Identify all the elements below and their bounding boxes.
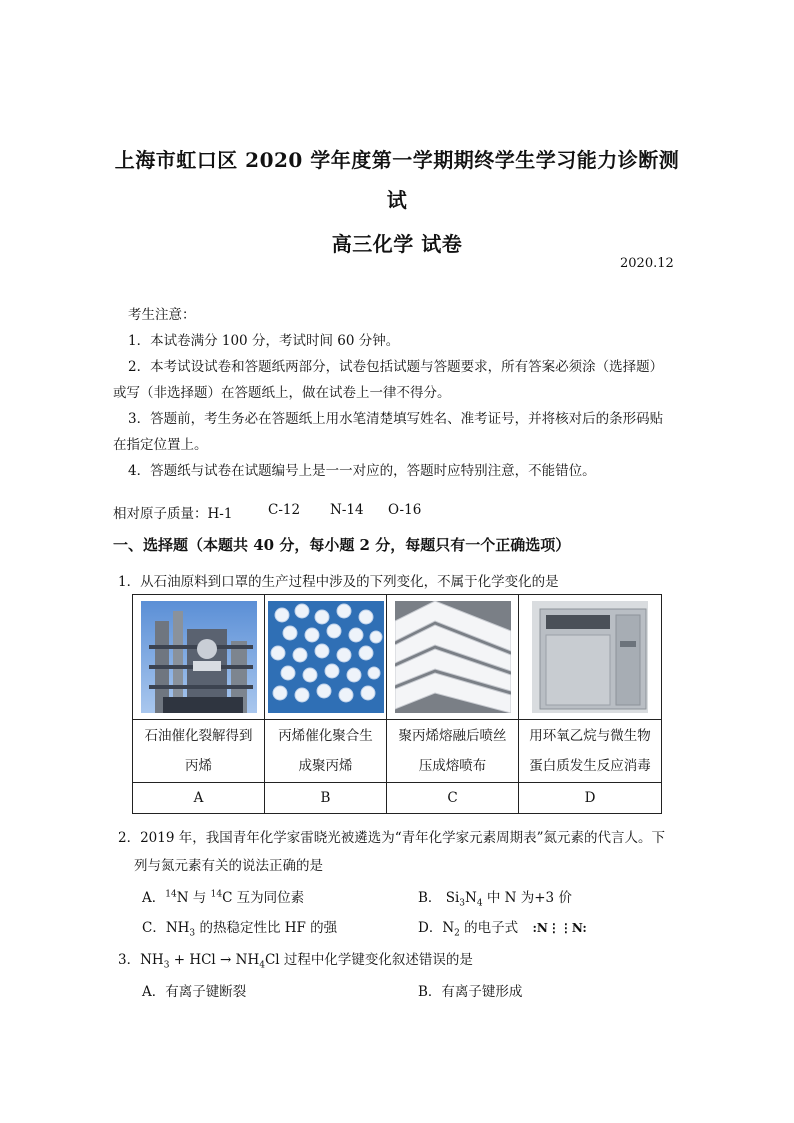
atomic-mass-c: C-12	[268, 502, 301, 518]
q3-stem	[118, 948, 473, 971]
notice-item-3b: 在指定位置上。	[113, 437, 208, 453]
q2-option-c-end: 的热稳定性比 HF 的强	[195, 920, 338, 936]
q2-stem-line2: 列与氮元素有关的说法正确的是	[134, 858, 323, 874]
q2-option-a-element-2: C 互为同位素	[222, 890, 305, 906]
q2-option-b-mid: N	[465, 890, 477, 906]
q2-option-c	[142, 916, 337, 939]
q2-option-b-sub-2: 4	[476, 898, 483, 909]
q3-stem-sub-1: 3	[163, 960, 170, 971]
notice-item-1: 1．本试卷满分 100 分，考试时间 60 分钟。	[128, 333, 400, 349]
notice-heading: 考生注意：	[128, 307, 196, 323]
q1-option-d-letter: D	[519, 783, 662, 814]
notice-item-2b: 或写（非选择题）在答题纸上，做在试卷上一律不得分。	[113, 385, 451, 401]
q1-option-c-line2: 压成熔喷布	[418, 758, 487, 774]
q3-option-a: A．有离子键断裂	[142, 984, 247, 1000]
q3-stem-b: + HCl → NH	[169, 952, 260, 968]
meltblown-fabric-photo	[395, 601, 511, 713]
atomic-mass-n: N-14	[330, 502, 364, 518]
q1-option-c-line1: 聚丙烯熔融后喷丝	[398, 728, 507, 744]
q2-option-c-text: C．NH	[142, 920, 190, 936]
atomic-mass-o: O-16	[388, 502, 422, 518]
q3-stem-c: Cl 过程中化学键变化叙述错误的是	[264, 952, 473, 968]
q1-option-b-line1: 丙烯催化聚合生	[278, 728, 373, 744]
q2-option-a-isotope-1: 14	[165, 889, 177, 900]
q1-image-cell-d	[519, 595, 662, 720]
q2-option-b-sub-1: 3	[459, 898, 466, 909]
q1-option-b-letter: B	[265, 783, 387, 814]
q2-option-d	[418, 916, 587, 939]
q3-option-b: B．有离子键形成	[418, 984, 523, 1000]
polypropylene-pellets-photo	[268, 601, 384, 713]
q1-stem: 1．从石油原料到口罩的生产过程中涉及的下列变化，不属于化学变化的是	[118, 574, 559, 590]
atomic-mass-label: 相对原子质量：H-1	[113, 506, 233, 522]
q3-stem-sub-2: 4	[259, 960, 265, 971]
q2-option-a-element-1: N 与	[176, 890, 211, 906]
q1-options-table	[132, 594, 662, 814]
q2-option-b-end: 中 N 为+3 价	[482, 890, 572, 906]
q1-option-a-letter: A	[133, 783, 265, 814]
exam-date: 2020.12	[620, 256, 674, 271]
exam-subtitle: 高三化学 试卷	[331, 232, 463, 256]
q1-option-a-line2: 丙烯	[185, 758, 212, 774]
q1-option-c-letter: C	[387, 783, 519, 814]
exam-title-line2: 试	[386, 188, 408, 212]
q1-option-d-desc	[519, 720, 662, 783]
notice-item-2a: 2．本考试设试卷和答题纸两部分，试卷包括试题与答题要求，所有答案必须涂（选择题）	[128, 359, 664, 375]
q2-option-d-text: D．N	[418, 920, 455, 936]
q2-option-c-sub: 3	[189, 928, 196, 939]
q2-option-d-electron-formula: :N⋮⋮N:	[532, 921, 587, 935]
sterilizer-photo	[532, 601, 648, 713]
q1-image-cell-c	[387, 595, 519, 720]
q2-option-a	[142, 886, 304, 906]
q1-option-d-line1: 用环氧乙烷与微生物	[529, 728, 651, 744]
notice-item-4: 4．答题纸与试卷在试题编号上是一一对应的，答题时应特别注意，不能错位。	[128, 463, 596, 479]
q1-option-a-desc	[133, 720, 265, 783]
q3-stem-a: 3．NH	[118, 952, 164, 968]
notice-item-3a: 3．答题前，考生务必在答题纸上用水笔清楚填写姓名、准考证号，并将核对后的条形码贴	[128, 411, 664, 427]
q1-image-cell-a	[133, 595, 265, 720]
q2-option-d-end: 的电子式	[459, 920, 519, 936]
q1-option-a-line1: 石油催化裂解得到	[144, 728, 253, 744]
q1-option-b-desc	[265, 720, 387, 783]
q2-option-a-prefix: A．	[142, 890, 166, 906]
refinery-photo	[141, 601, 257, 713]
q2-option-b	[418, 886, 572, 909]
q2-stem-line1: 2．2019 年，我国青年化学家雷晓光被遴选为“青年化学家元素周期表”氮元素的代言人。下	[118, 830, 666, 846]
q1-image-cell-b	[265, 595, 387, 720]
q2-option-b-text: B． Si	[418, 890, 460, 906]
section-heading: 一、选择题（本题共 40 分，每小题 2 分，每题只有一个正确选项）	[113, 536, 571, 554]
q1-option-c-desc	[387, 720, 519, 783]
exam-title-line1: 上海市虹口区 2020 学年度第一学期期终学生学习能力诊断测	[114, 148, 680, 172]
q2-option-a-isotope-2: 14	[210, 889, 223, 900]
q1-option-b-line2: 成聚丙烯	[298, 758, 353, 774]
q1-option-d-line2: 蛋白质发生反应消毒	[529, 758, 651, 774]
q2-option-d-sub: 2	[454, 928, 460, 939]
